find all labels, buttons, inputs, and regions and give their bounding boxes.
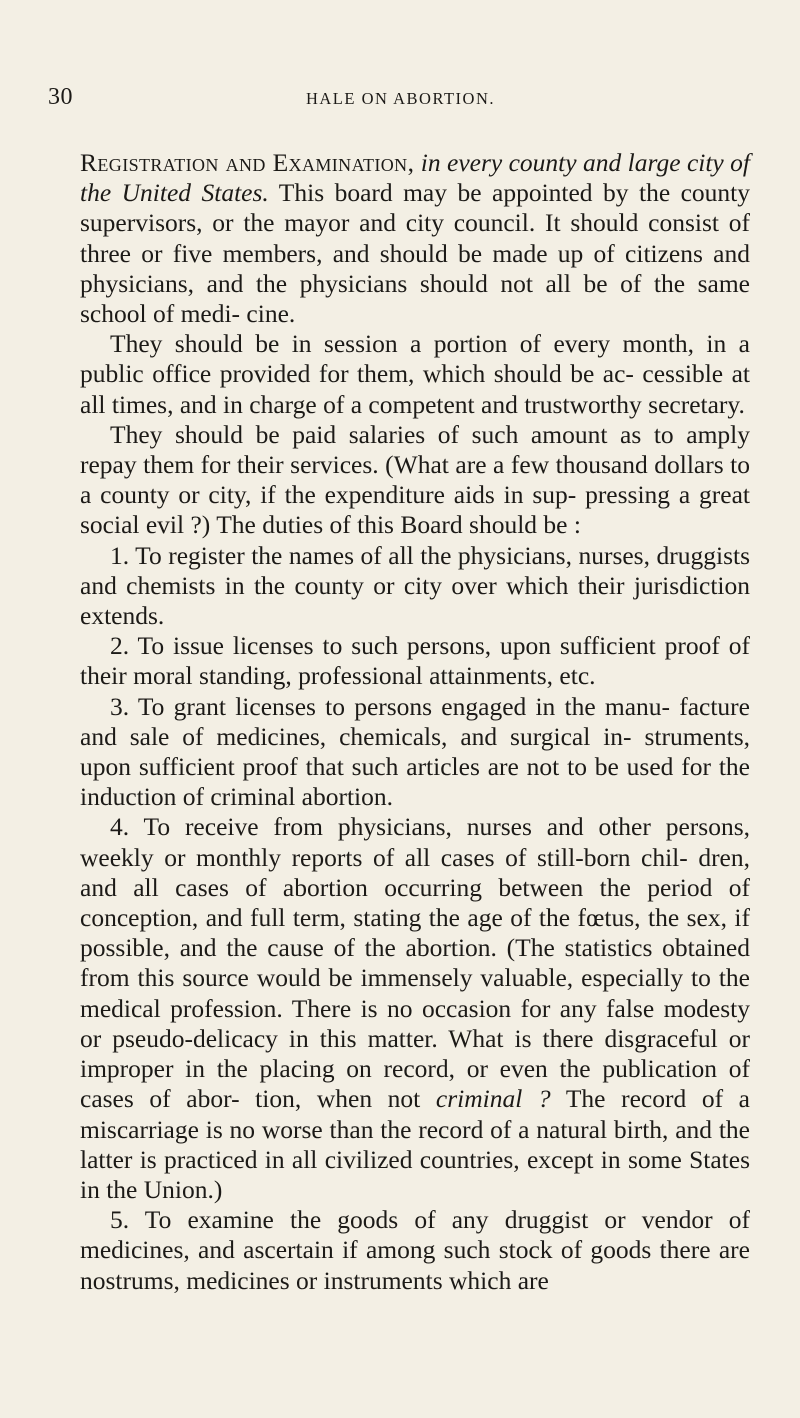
- duty-item-4-italic: criminal ?: [435, 1084, 551, 1114]
- page-header: [48, 84, 753, 114]
- duty-item-3: 3. To grant licenses to persons engaged in the manu- facture and sale of medicines, chemicals, and surgical in- struments, upon sufficient proof that such articles are not to be used for the induction of criminal abortion.: [80, 691, 750, 812]
- duty-item-5: 5. To examine the goods of any druggist or vendor of medicines, and ascertain if among such stock of goods there are nostrums, medicines or instruments which are: [80, 1205, 750, 1295]
- paragraph-registration: [80, 148, 750, 329]
- paragraph-text: This board may be appointed by the county supervisors, or the mayor and city council. It should consist of three or five members, and should be made up of citizens and physicians, and the physicians should not all be of the same school of medi- cine.: [80, 178, 750, 329]
- duty-item-4-text: 4. To receive from physicians, nurses and other persons, weekly or monthly reports of all cases of still-born chil- dren, and all cases of abortion occurring between the period of conception, and full term, stating the age of the fœtus, the sex, if possible, and the cause of the abortion. (The statistics obtained from this source would be immensely valuable, especially to the medical profession. There is no occasion for any false modesty or pseudo-delicacy in this matter. What is there disgraceful or improper in the placing on record, or even the publication of cases of abor- tion, when not: [80, 812, 750, 1114]
- section-heading-italic: in every county and large city of the United States.: [80, 148, 750, 208]
- duty-item-1: 1. To register the names of all the physicians, nurses, druggists and chemists in the county or city over which their jurisdiction extends.: [80, 540, 750, 631]
- page-number: 30: [48, 84, 73, 110]
- duty-item-4-text-end: The record of a miscarriage is no worse than the record of a natural birth, and the latter is practiced in all civilized countries, except in some States in the Union.): [80, 1084, 750, 1204]
- paragraph-salaries: They should be paid salaries of such amount as to amply repay them for their services. (What are a few thousand dollars to a county or city, if the expenditure aids in sup- pressing a great social evil ?) The duties of this Board should be :: [80, 419, 750, 540]
- running-head: HALE ON ABORTION.: [305, 89, 496, 108]
- section-heading: Registration and Examination,: [80, 148, 415, 177]
- paragraph-session: They should be in session a portion of every month, in a public office provided for them, which should be ac- cessible at all times, and in charge of a competent and trustworthy secretary.: [80, 329, 750, 419]
- body-text: [80, 148, 750, 1296]
- duty-item-4: [80, 812, 750, 1205]
- duty-item-2: 2. To issue licenses to such persons, upon sufficient proof of their moral standing, professional attainments, etc.: [80, 631, 750, 691]
